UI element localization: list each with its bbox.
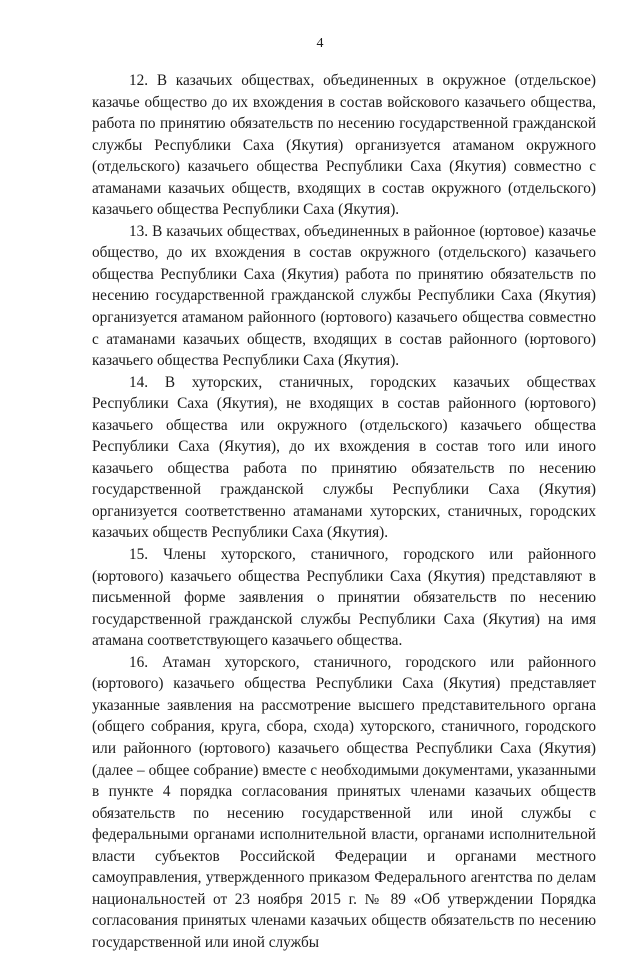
paragraph-16: 16. Атаман хуторского, станичного, городского или районного (юртового) казачьего общества Республики Саха (Якутия) представляет указанные заявления на рассмотрение высшего представительного органа (общего собрания, круга, сбора, схода) хуторского, станичного, городского или районного (юртового) казачьего общества Республики Саха (Якутия) (далее – общее собрание) вместе с необходимыми документами, указанными в пункте 4 порядка согласования принятых членами казачьих обществ обязательств по несению государственной или иной службы с федеральными органами исполнительной власти, органами исполнительной власти субъектов Российской Федерации и органами местного самоуправления, утвержденного приказом Федерального агентства по делам национальностей от 23 ноября 2015 г. № 89 «Об утверждении Порядка согласования принятых членами казачьих обществ обязательств по несению государственной или иной службы — [92, 653, 596, 951]
paragraph-15: 15. Члены хуторского, станичного, городского или районного (юртового) казачьего общества Республики Саха (Якутия) представляют в письменной форме заявления о принятии обязательств по несению государственной гражданской службы Республики Саха (Якутия) на имя атамана соответствующего казачьего общества. — [92, 546, 596, 650]
document-body — [92, 70, 596, 953]
paragraph-12: 12. В казачьих обществах, объединенных в окружное (отдельское) казачье общество до их вхождения в состав войскового казачьего общества, работа по принятию обязательств по несению государственной гражданской службы Республики Саха (Якутия) организуется атаманом окружного (отдельского) казачьего общества Республики Саха (Якутия) совместно с атаманами казачьих обществ, входящих в состав окружного (отдельского) казачьего общества Республики Саха (Якутия). — [92, 72, 596, 219]
paragraph-14: 14. В хуторских, станичных, городских казачьих обществах Республики Саха (Якутия), не входящих в состав районного (юртового) казачьего общества или окружного (отдельского) казачьего общества Республики Саха (Якутия), до их вхождения в состав того или иного казачьего общества работа по принятию обязательств по несению государственной гражданской службы Республики Саха (Якутия) организуется соответственно атаманами хуторских, станичных, городских казачьих обществ Республики Саха (Якутия). — [92, 373, 596, 542]
page-number: 4 — [316, 36, 324, 51]
paragraph-13: 13. В казачьих обществах, объединенных в районное (юртовое) казачье общество, до их вхождения в состав окружного (отдельского) казачьего общества Республики Саха (Якутия) работа по принятию обязательств по несению государственной гражданской службы Республики Саха (Якутия) организуется атаманом районного (юртового) казачьего общества совместно с атаманами казачьих обществ, входящих в состав районного (юртового) казачьего общества Республики Саха (Якутия). — [92, 222, 596, 370]
